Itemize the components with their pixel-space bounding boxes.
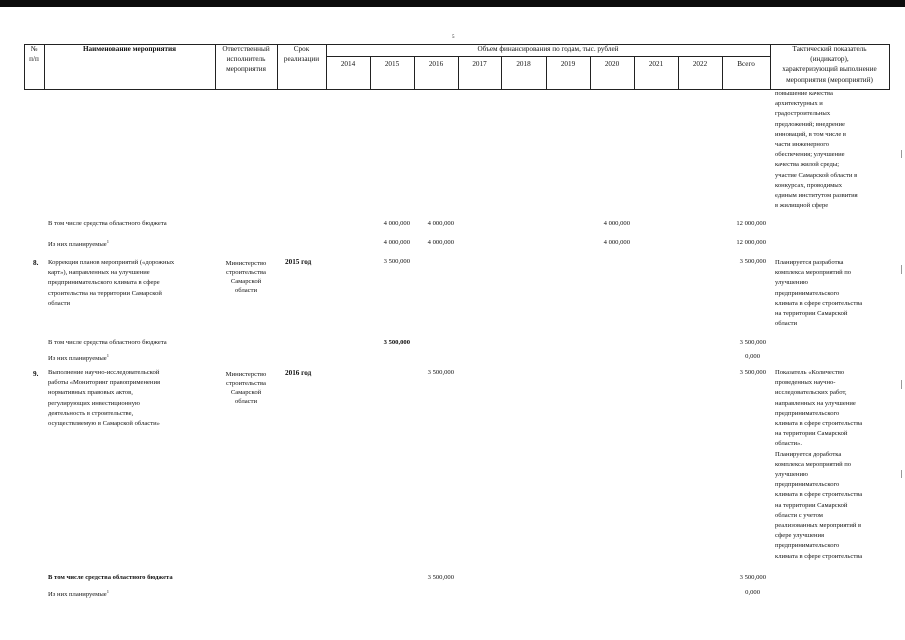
header-indicator-2: (индикатор), bbox=[810, 55, 849, 63]
cell-2015: 4 000,000 bbox=[383, 239, 410, 246]
header-year-2022: 2022 bbox=[692, 60, 708, 68]
cell-2016: 4 000,000 bbox=[427, 220, 454, 227]
header-year-2020: 2020 bbox=[604, 60, 620, 68]
header-year-2019: 2019 bbox=[560, 60, 576, 68]
header-indicator-4: мероприятия (мероприятий) bbox=[786, 76, 873, 84]
cell-2015: 3 500,000 bbox=[383, 339, 410, 346]
header-year-2017: 2017 bbox=[472, 60, 487, 68]
item-8-indicator: Планируется разработка комплекса мероприятий по улучшению предпринимательского климата в сфере строительства на территории Самарской области bbox=[775, 259, 863, 328]
header-year-2018: 2018 bbox=[516, 60, 531, 68]
cell-2015: 3 500,000 bbox=[383, 258, 410, 265]
header-indicator-1: Тактический показатель bbox=[792, 45, 867, 53]
scan-mark bbox=[901, 470, 902, 478]
header-term-2: реализации bbox=[283, 55, 320, 63]
item-9-num: 9. bbox=[33, 370, 39, 378]
cell-total: 3 500,000 bbox=[739, 369, 766, 376]
header-term-1: Срок bbox=[293, 45, 310, 53]
header-indicator-3: характеризующий выполнение bbox=[782, 65, 877, 73]
cell-total: 3 500,000 bbox=[739, 258, 766, 265]
item-9-indicator: Показатель «Количество проведенных научно- исследовательских работ, направленных на улучшение предпринимательского климата в сфере строительства на территории Самарской области». Планируется доработка комплекса мероприятий по улучшению предпринимательского климата в сфере строительства на территории Самарской области с учетом реализованных мероприятий в сфере улучшения предпринимательского климата в сфере строительства bbox=[775, 369, 863, 560]
cell-total: 12 000,000 bbox=[736, 239, 766, 246]
item-8-resp: Министерство строительства Самарской области bbox=[225, 260, 267, 294]
scan-mark bbox=[901, 150, 902, 158]
row-label: В том числе средства областного бюджета bbox=[48, 220, 167, 227]
cell-2015: 4 000,000 bbox=[383, 220, 410, 227]
cell-2020: 4 000,000 bbox=[603, 239, 630, 246]
row-label: Из них планируемые$^1$ bbox=[48, 239, 109, 249]
cell-2016: 3 500,000 bbox=[427, 369, 454, 376]
cell-2020: 4 000,000 bbox=[603, 220, 630, 227]
header-year-2014: 2014 bbox=[340, 60, 356, 68]
header-resp-1: Ответственный bbox=[222, 45, 270, 53]
cell-total: 3 500,000 bbox=[739, 574, 766, 581]
row-label: В том числе средства областного бюджета bbox=[48, 339, 167, 346]
item-8-name: Коррекция планов мероприятий («дорожных карт»), направленных на улучшение предпринимательского климата в сфере строительства на территории Самарской области bbox=[48, 259, 175, 307]
header-name: Наименование мероприятия bbox=[82, 45, 177, 53]
scan-mark bbox=[901, 380, 902, 389]
header-num2: п/п bbox=[29, 55, 39, 63]
cell-total: 3 500,000 bbox=[739, 339, 766, 346]
page-number: 5 bbox=[452, 35, 455, 40]
row-label: Из них планируемые$^1$ bbox=[48, 353, 109, 363]
header-resp-3: мероприятия bbox=[226, 65, 266, 73]
cell-2016: 4 000,000 bbox=[427, 239, 454, 246]
indicator-continuation: повышение качества архитектурных и градостроительных предложений; внедрение инноваций, в том числе в части инженерного обеспечения; улучшение качества жилой среды; участие Самарской области в конкурсах, проводимых единым институтом развития в жилищной сфере bbox=[775, 90, 858, 210]
header-total: Всего bbox=[737, 60, 755, 68]
header-year-2021: 2021 bbox=[648, 60, 664, 68]
header-year-2015: 2015 bbox=[384, 60, 400, 68]
item-8-num: 8. bbox=[33, 259, 39, 267]
item-9-term: 2016 год bbox=[285, 369, 312, 377]
item-9-name: Выполнение научно-исследовательской работы «Мониторинг правоприменения нормативных правовых актов, регулирующих инвестиционную деятельность в строительстве, осуществляемую в Самарской области» bbox=[48, 369, 161, 428]
item-9-resp: Министерство строительства Самарской области bbox=[225, 371, 267, 405]
scan-mark bbox=[901, 265, 902, 274]
header-num: № bbox=[30, 45, 38, 53]
cell-total: 12 000,000 bbox=[736, 220, 766, 227]
cell-total: 0,000 bbox=[745, 589, 760, 596]
row-label: В том числе средства областного бюджета bbox=[48, 574, 173, 581]
row-label: Из них планируемые$^1$ bbox=[48, 589, 109, 599]
cell-total: 0,000 bbox=[745, 353, 760, 360]
header-funding: Объем финансирования по годам, тыс. рублей bbox=[477, 45, 619, 53]
cell-2016: 3 500,000 bbox=[427, 574, 454, 581]
header-resp-2: исполнитель bbox=[226, 55, 266, 63]
header-year-2016: 2016 bbox=[428, 60, 444, 68]
item-8-term: 2015 год bbox=[285, 258, 312, 266]
top-border bbox=[0, 0, 905, 7]
